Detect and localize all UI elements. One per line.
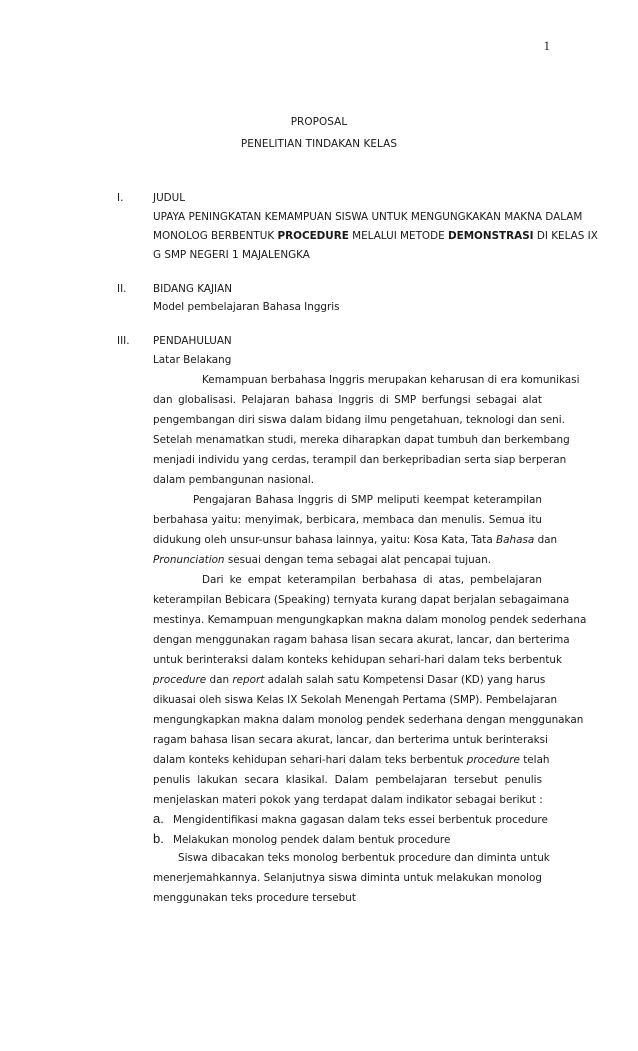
section-1-title-line-1: UPAYA PENINGKATAN KEMAMPUAN SISWA UNTUK MENGUNGKAKAN MAKNA DALAM [153,211,583,223]
paragraph-line: berbahasa yaitu: menyimak, berbicara, membaca dan menulis. Semua itu [153,514,542,526]
section-1-number: I. [117,192,124,204]
list-item [153,831,450,846]
list-marker: a. [153,811,164,826]
title-bold-demonstrasi: DEMONSTRASI [447,230,534,242]
paragraph-line: menjelaskan materi pokok yang terdapat dalam indikator sebagai berikut : [153,794,543,806]
document-title: PROPOSAL [290,116,348,128]
paragraph-line: dalam pembangunan nasional. [153,474,315,486]
paragraph-line: ragam bahasa lisan secara akurat, lancar, dan berterima untuk berinteraksi [153,734,548,746]
paragraph-line: mestinya. Kemampuan mengungkapkan makna dalam monolog pendek sederhana [153,614,587,626]
title-bold-procedure: PROCEDURE [277,230,349,242]
list-item-text: Melakukan monolog pendek dalam bentuk procedure [173,834,451,846]
paragraph-line: dikuasai oleh siswa Kelas IX Sekolah Menengah Pertama (SMP). Pembelajaran [153,694,558,706]
paragraph-line: dengan menggunakan ragam bahasa lisan secara akurat, lancar, dan berterima [153,634,570,646]
paragraph-line: Pengajaran Bahasa Inggris di SMP meliputi keempat keterampilan [193,494,542,506]
section-1-heading: JUDUL [153,192,186,204]
paragraph-line: penulis lakukan secara klasikal. Dalam pembelajaran tersebut penulis [153,774,542,786]
paragraph-line: Setelah menamatkan studi, mereka diharapkan dapat tumbuh dan berkembang [153,434,570,446]
title-part: MELALUI METODE [348,230,448,242]
text-part: dan [206,674,233,686]
text-part: adalah salah satu Kompetensi Dasar (KD) yang harus [264,674,546,686]
paragraph-line [153,534,558,546]
paragraph-line [153,554,491,566]
italic-bahasa: Bahasa [496,534,535,546]
paragraph-line: Dari ke empat keterampilan berbahasa di atas, pembelajaran [202,574,542,586]
paragraph-line: Siswa dibacakan teks monolog berbentuk procedure dan diminta untuk [178,852,550,864]
paragraph-line: Kemampuan berbahasa Inggris merupakan keharusan di era komunikasi [202,374,580,386]
list-item [153,811,548,826]
text-part: dan [534,534,558,546]
section-3-subheading: Latar Belakang [153,354,232,366]
section-1-title-line-2 [153,230,598,242]
section-2-text: Model pembelajaran Bahasa Inggris [153,301,340,313]
paragraph-line: mengungkapkan makna dalam monolog pendek sederhana dengan menggunakan [153,714,584,726]
italic-procedure: procedure [153,674,207,686]
paragraph-line: menerjemahkannya. Selanjutnya siswa diminta untuk melakukan monolog [153,872,542,884]
section-1-title-line-3: G SMP NEGERI 1 MAJALENGKA [153,249,310,261]
paragraph-line [153,674,546,686]
title-part: DI KELAS IX [533,230,598,242]
document-subtitle: PENELITIAN TINDAKAN KELAS [240,138,398,150]
section-3-number: III. [117,335,130,347]
paragraph-line: pengembangan diri siswa dalam bidang ilmu pengetahuan, teknologi dan seni. [153,414,565,426]
text-part: telah [519,754,550,766]
list-marker: b. [153,831,164,846]
title-part: MONOLOG BERBENTUK [153,230,278,242]
italic-pronunciation: Pronunciation [153,554,225,566]
section-3-heading: PENDAHULUAN [153,335,232,347]
paragraph-line: dan globalisasi. Pelajaran bahasa Inggris di SMP berfungsi sebagai alat [153,394,542,406]
paragraph-line: menggunakan teks procedure tersebut [153,892,356,904]
text-part: sesuai dengan tema sebagai alat pencapai tujuan. [224,554,491,566]
paragraph-line: menjadi individu yang cerdas, terampil dan berkepribadian serta siap berperan [153,454,567,466]
section-2-heading: BIDANG KAJIAN [153,283,232,295]
paragraph-line: keterampilan Bebicara (Speaking) ternyata kurang dapat berjalan sebagaimana [153,594,570,606]
italic-procedure: procedure [466,754,520,766]
paragraph-line: untuk berinteraksi dalam konteks kehidupan sehari-hari dalam teks berbentuk [153,654,563,666]
italic-report: report [232,674,265,686]
text-part: dalam konteks kehidupan sehari-hari dalam teks berbentuk [153,754,467,766]
section-2-number: II. [117,283,127,295]
text-part: didukung oleh unsur-unsur bahasa lainnya, yaitu: Kosa Kata, Tata [153,534,497,546]
list-item-text: Mengidentifikasi makna gagasan dalam teks essei berbentuk procedure [173,814,548,826]
page-number: 1 [543,38,550,53]
paragraph-line [153,754,550,766]
